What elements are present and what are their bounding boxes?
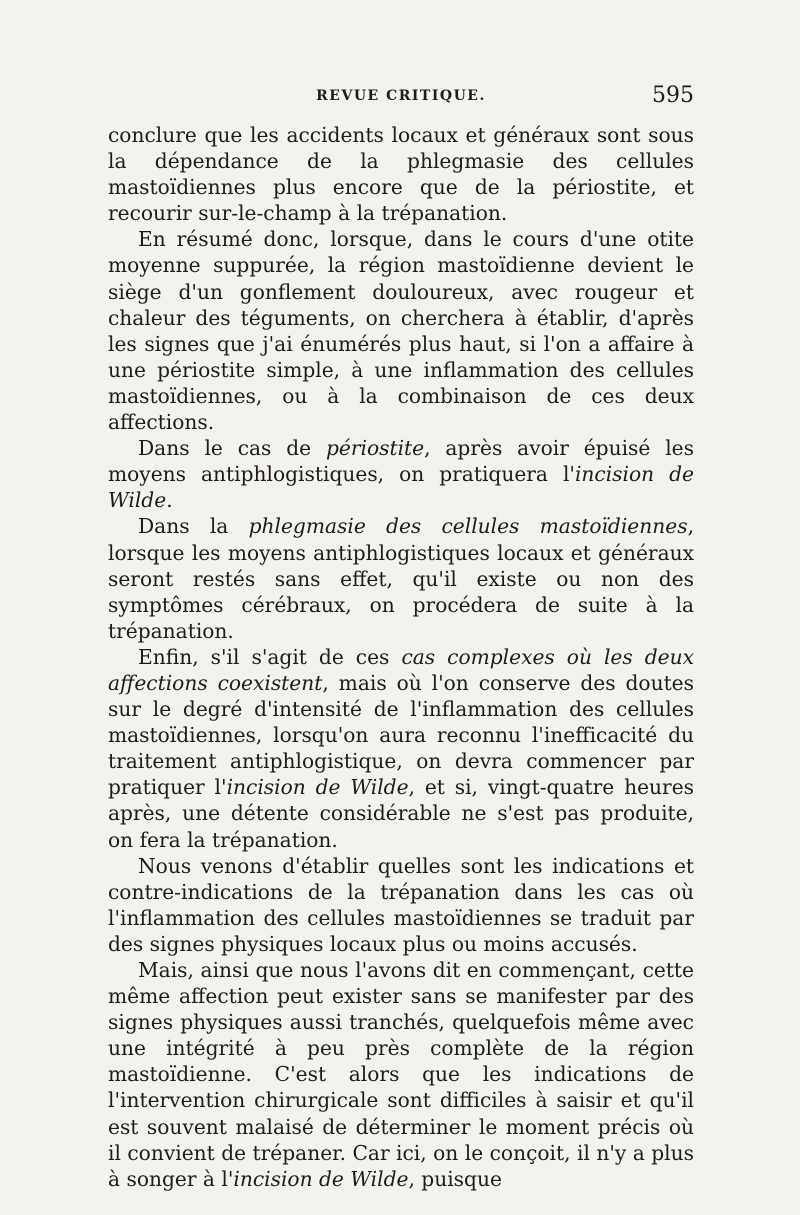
italic-segment: incision de Wilde [233, 1166, 409, 1191]
text-segment: . [166, 488, 173, 513]
text-segment: conclure que les accidents locaux et généraux sont sous la dépendance de la phlegmasie des cellules mastoïdiennes plus encore que de la périostite, et recourir sur-le-champ à la trépanation. [108, 123, 694, 226]
text-segment: , après avoir épuisé les moyens antiphlogistiques, on pratiquera l' [108, 436, 694, 487]
italic-segment: incision de Wilde [226, 775, 409, 800]
running-head [108, 83, 694, 114]
text-segment: , et si, vingt-quatre heures après, une détente considérable ne s'est pas produite, on fera la trépanation. [108, 775, 694, 852]
text-segment: , puisque [408, 1166, 502, 1191]
page-number: 595 [652, 83, 694, 108]
text-segment: , mais où l'on conserve des doutes sur le degré d'intensité de l'inflammation des cellules mastoïdiennes, lorsqu'on aura reconnu l'inefficacité du traitement antiphlogistique, on devra commencer par pratiquer l' [108, 670, 694, 800]
body-text [108, 122, 694, 1192]
paragraph-6 [108, 853, 694, 957]
text-segment: Mais, ainsi que nous l'avons dit en commençant, cette même affection peut exister sans se manifester par des signes physiques aussi tranchés, quelquefois même avec une intégrité à peu près complète de la région mastoïdienne. C'est alors que les indications de l'intervention chirurgicale sont difficiles à saisir et qu'il est souvent malaisé de déterminer le moment précis où il convient de trépaner. Car ici, on le conçoit, il n'y a plus à songer à l' [108, 958, 694, 1191]
text-segment: En résumé donc, lorsque, dans le cours d'une otite moyenne suppurée, la région mastoïdienne devient le siège d'un gonflement douloureux, avec rougeur et chaleur des téguments, on cherchera à établir, d'après les signes que j'ai énumérés plus haut, si l'on a affaire à une périostite simple, à une inflammation des cellules mastoïdiennes, ou à la combinaison de ces deux affections. [108, 227, 694, 435]
italic-segment: phlegmasie des cellules mastoïdiennes [248, 514, 688, 539]
italic-segment: cas complexes où les deux affections coexistent [108, 644, 694, 695]
paragraph-4 [108, 513, 694, 643]
text-segment: Enfin, s'il s'agit de ces [138, 644, 402, 669]
italic-segment: périostite [326, 436, 425, 461]
running-title: REVUE CRITIQUE. [316, 88, 486, 104]
paragraph-3 [108, 435, 694, 513]
text-segment: Dans la [138, 514, 249, 539]
paragraph-5 [108, 644, 694, 853]
text-segment: , lorsque les moyens antiphlogistiques locaux et généraux seront restés sans effet, qu'il existe ou non des symptômes cérébraux, on procédera de suite à la trépanation. [108, 514, 694, 643]
paragraph-2 [108, 226, 694, 435]
text-segment: Dans le cas de [138, 436, 326, 461]
paragraph-1 [108, 122, 694, 226]
paragraph-7 [108, 957, 694, 1192]
text-segment: Nous venons d'établir quelles sont les indications et contre-indications de la trépanation dans les cas où l'inflammation des cellules mastoïdiennes se traduit par des signes physiques locaux plus ou moins accusés. [108, 853, 694, 956]
italic-segment: incision de Wilde [108, 462, 695, 513]
